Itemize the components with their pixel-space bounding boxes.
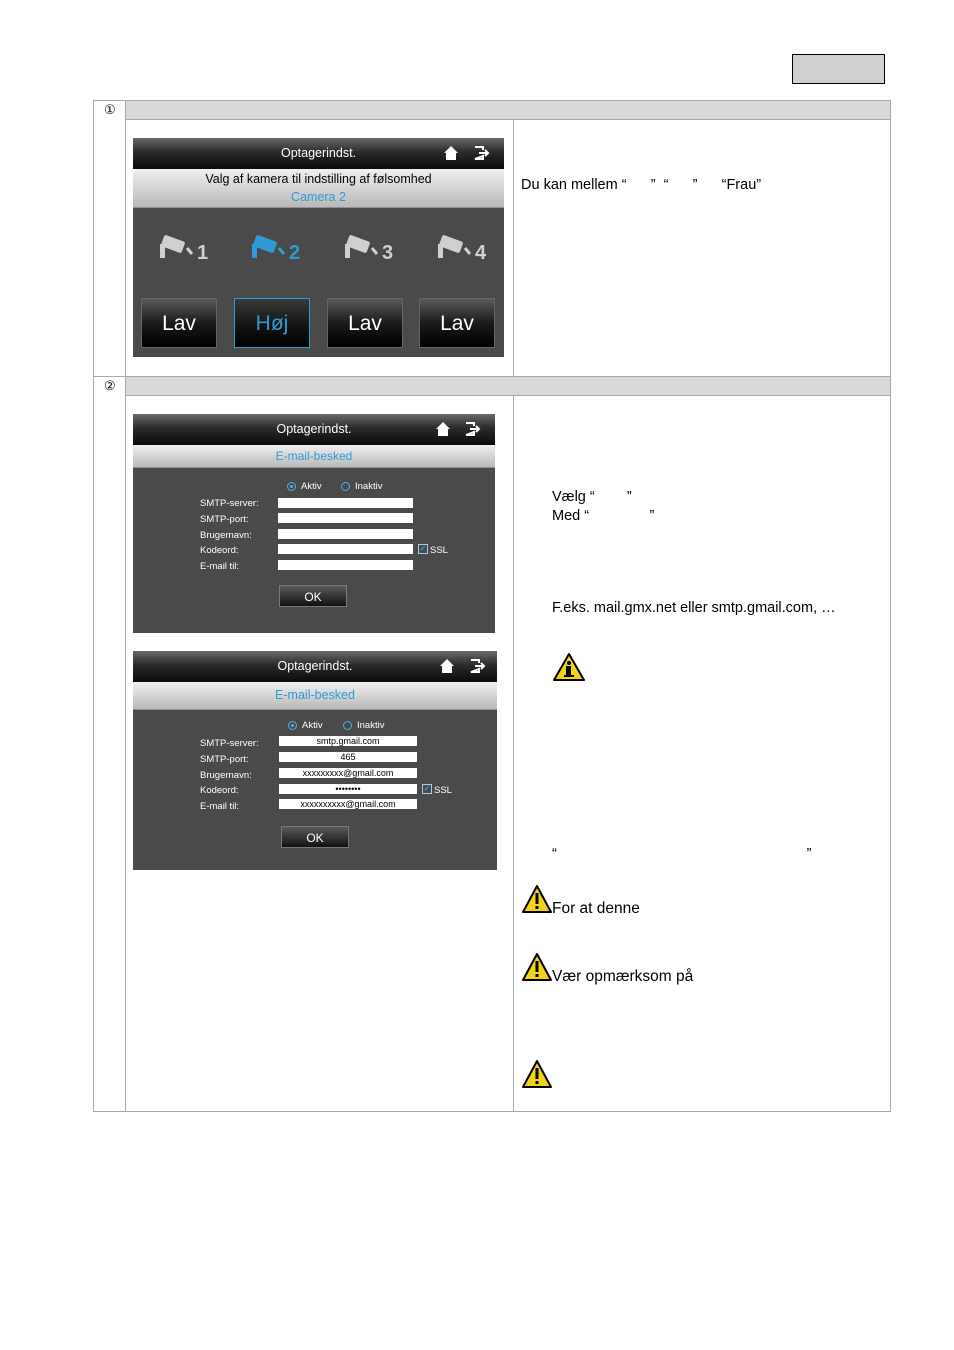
sub-header (133, 169, 504, 208)
table-divider (513, 395, 514, 1112)
info-icon (552, 652, 586, 682)
camera-number: 3 (382, 242, 394, 264)
radio-inactive-label: Inaktiv (357, 720, 385, 731)
title-bar (133, 138, 504, 169)
home-icon[interactable] (439, 658, 455, 674)
step-number: ① (104, 102, 116, 117)
sub-header (133, 445, 495, 468)
email-settings-filled-screen (133, 651, 497, 870)
screen-title: Optagerindst. (276, 422, 352, 436)
step-number: ② (104, 378, 116, 393)
body-text: Du kan mellem “ ” “ ” “Frau” (521, 177, 762, 193)
warning-text: For at denne (552, 900, 640, 917)
email-to-label: E-mail til: (200, 801, 240, 812)
password-input[interactable]: •••••••• (279, 784, 417, 794)
password-label: Kodeord: (200, 785, 239, 796)
username-input[interactable] (278, 529, 413, 539)
sensitivity-screen (133, 138, 504, 357)
level-button-camera-3[interactable]: Lav (327, 298, 403, 348)
ok-button[interactable]: OK (281, 826, 349, 848)
table-divider (513, 119, 514, 376)
password-label: Kodeord: (200, 545, 239, 556)
ssl-checkbox[interactable]: ✓ (423, 784, 431, 793)
sub-header (133, 682, 497, 710)
title-bar (133, 414, 495, 445)
username-input[interactable]: xxxxxxxxx@gmail.com (279, 768, 417, 778)
radio-active-label: Aktiv (302, 720, 323, 731)
radio-inactive[interactable] (343, 721, 352, 730)
radio-active[interactable] (287, 482, 296, 491)
level-button-camera-2[interactable]: Høj (234, 298, 310, 348)
smtp-port-label: SMTP-port: (200, 514, 249, 525)
row-header-bar (126, 377, 890, 395)
camera-number: 2 (289, 242, 301, 264)
warning-icon (521, 1059, 553, 1089)
screen-title: Optagerindst. (280, 146, 357, 160)
language-tab (792, 54, 885, 84)
smtp-server-input[interactable]: smtp.gmail.com (279, 736, 417, 746)
body-text: Vælg “ ” (552, 489, 632, 505)
ssl-checkbox[interactable]: ✓ (419, 544, 427, 553)
smtp-server-label: SMTP-server: (200, 738, 259, 749)
level-button-camera-4[interactable]: Lav (419, 298, 495, 348)
password-input[interactable] (278, 544, 413, 554)
ssl-label: SSL (430, 545, 448, 556)
ok-button[interactable]: OK (279, 585, 347, 607)
email-settings-screen (133, 414, 495, 633)
warning-icon (521, 884, 553, 914)
radio-active[interactable] (288, 721, 297, 730)
screen-subtitle: E-mail-besked (275, 449, 353, 463)
radio-inactive-label: Inaktiv (355, 481, 383, 492)
body-text: F.eks. mail.gmx.net eller smtp.gmail.com, … (552, 600, 836, 616)
email-to-input[interactable]: xxxxxxxxxx@gmail.com (279, 799, 417, 809)
warning-icon (521, 952, 553, 982)
table-divider (126, 119, 890, 120)
radio-active-label: Aktiv (301, 481, 322, 492)
camera-number: 4 (475, 242, 487, 264)
email-to-label: E-mail til: (200, 561, 240, 572)
warning-text: Vær opmærksom på (552, 968, 694, 985)
smtp-port-input[interactable] (278, 513, 413, 523)
exit-icon[interactable] (470, 659, 486, 673)
ssl-label: SSL (434, 785, 452, 796)
username-label: Brugernavn: (200, 530, 252, 541)
smtp-server-input[interactable] (278, 498, 413, 508)
screen-subtitle: Valg af kamera til indstilling af følsomhed (205, 172, 432, 186)
camera-number: 1 (197, 242, 209, 264)
smtp-port-input[interactable]: 465 (279, 752, 417, 762)
screen-subtitle: E-mail-besked (275, 688, 355, 702)
exit-icon[interactable] (465, 422, 481, 436)
table-divider (125, 100, 126, 1112)
body-text: “ ” (552, 846, 812, 862)
row-header-bar (126, 101, 890, 119)
smtp-server-label: SMTP-server: (200, 498, 259, 509)
home-icon[interactable] (435, 421, 451, 437)
exit-icon[interactable] (474, 146, 490, 160)
screen-title: Optagerindst. (277, 659, 353, 673)
table-divider (126, 395, 890, 396)
radio-inactive[interactable] (341, 482, 350, 491)
title-bar (133, 651, 497, 682)
body-text: Med “ ” (552, 508, 655, 524)
level-button-camera-1[interactable]: Lav (141, 298, 217, 348)
selected-camera-label: Camera 2 (291, 190, 346, 204)
username-label: Brugernavn: (200, 770, 252, 781)
smtp-port-label: SMTP-port: (200, 754, 249, 765)
home-icon[interactable] (443, 145, 459, 161)
email-to-input[interactable] (278, 560, 413, 570)
